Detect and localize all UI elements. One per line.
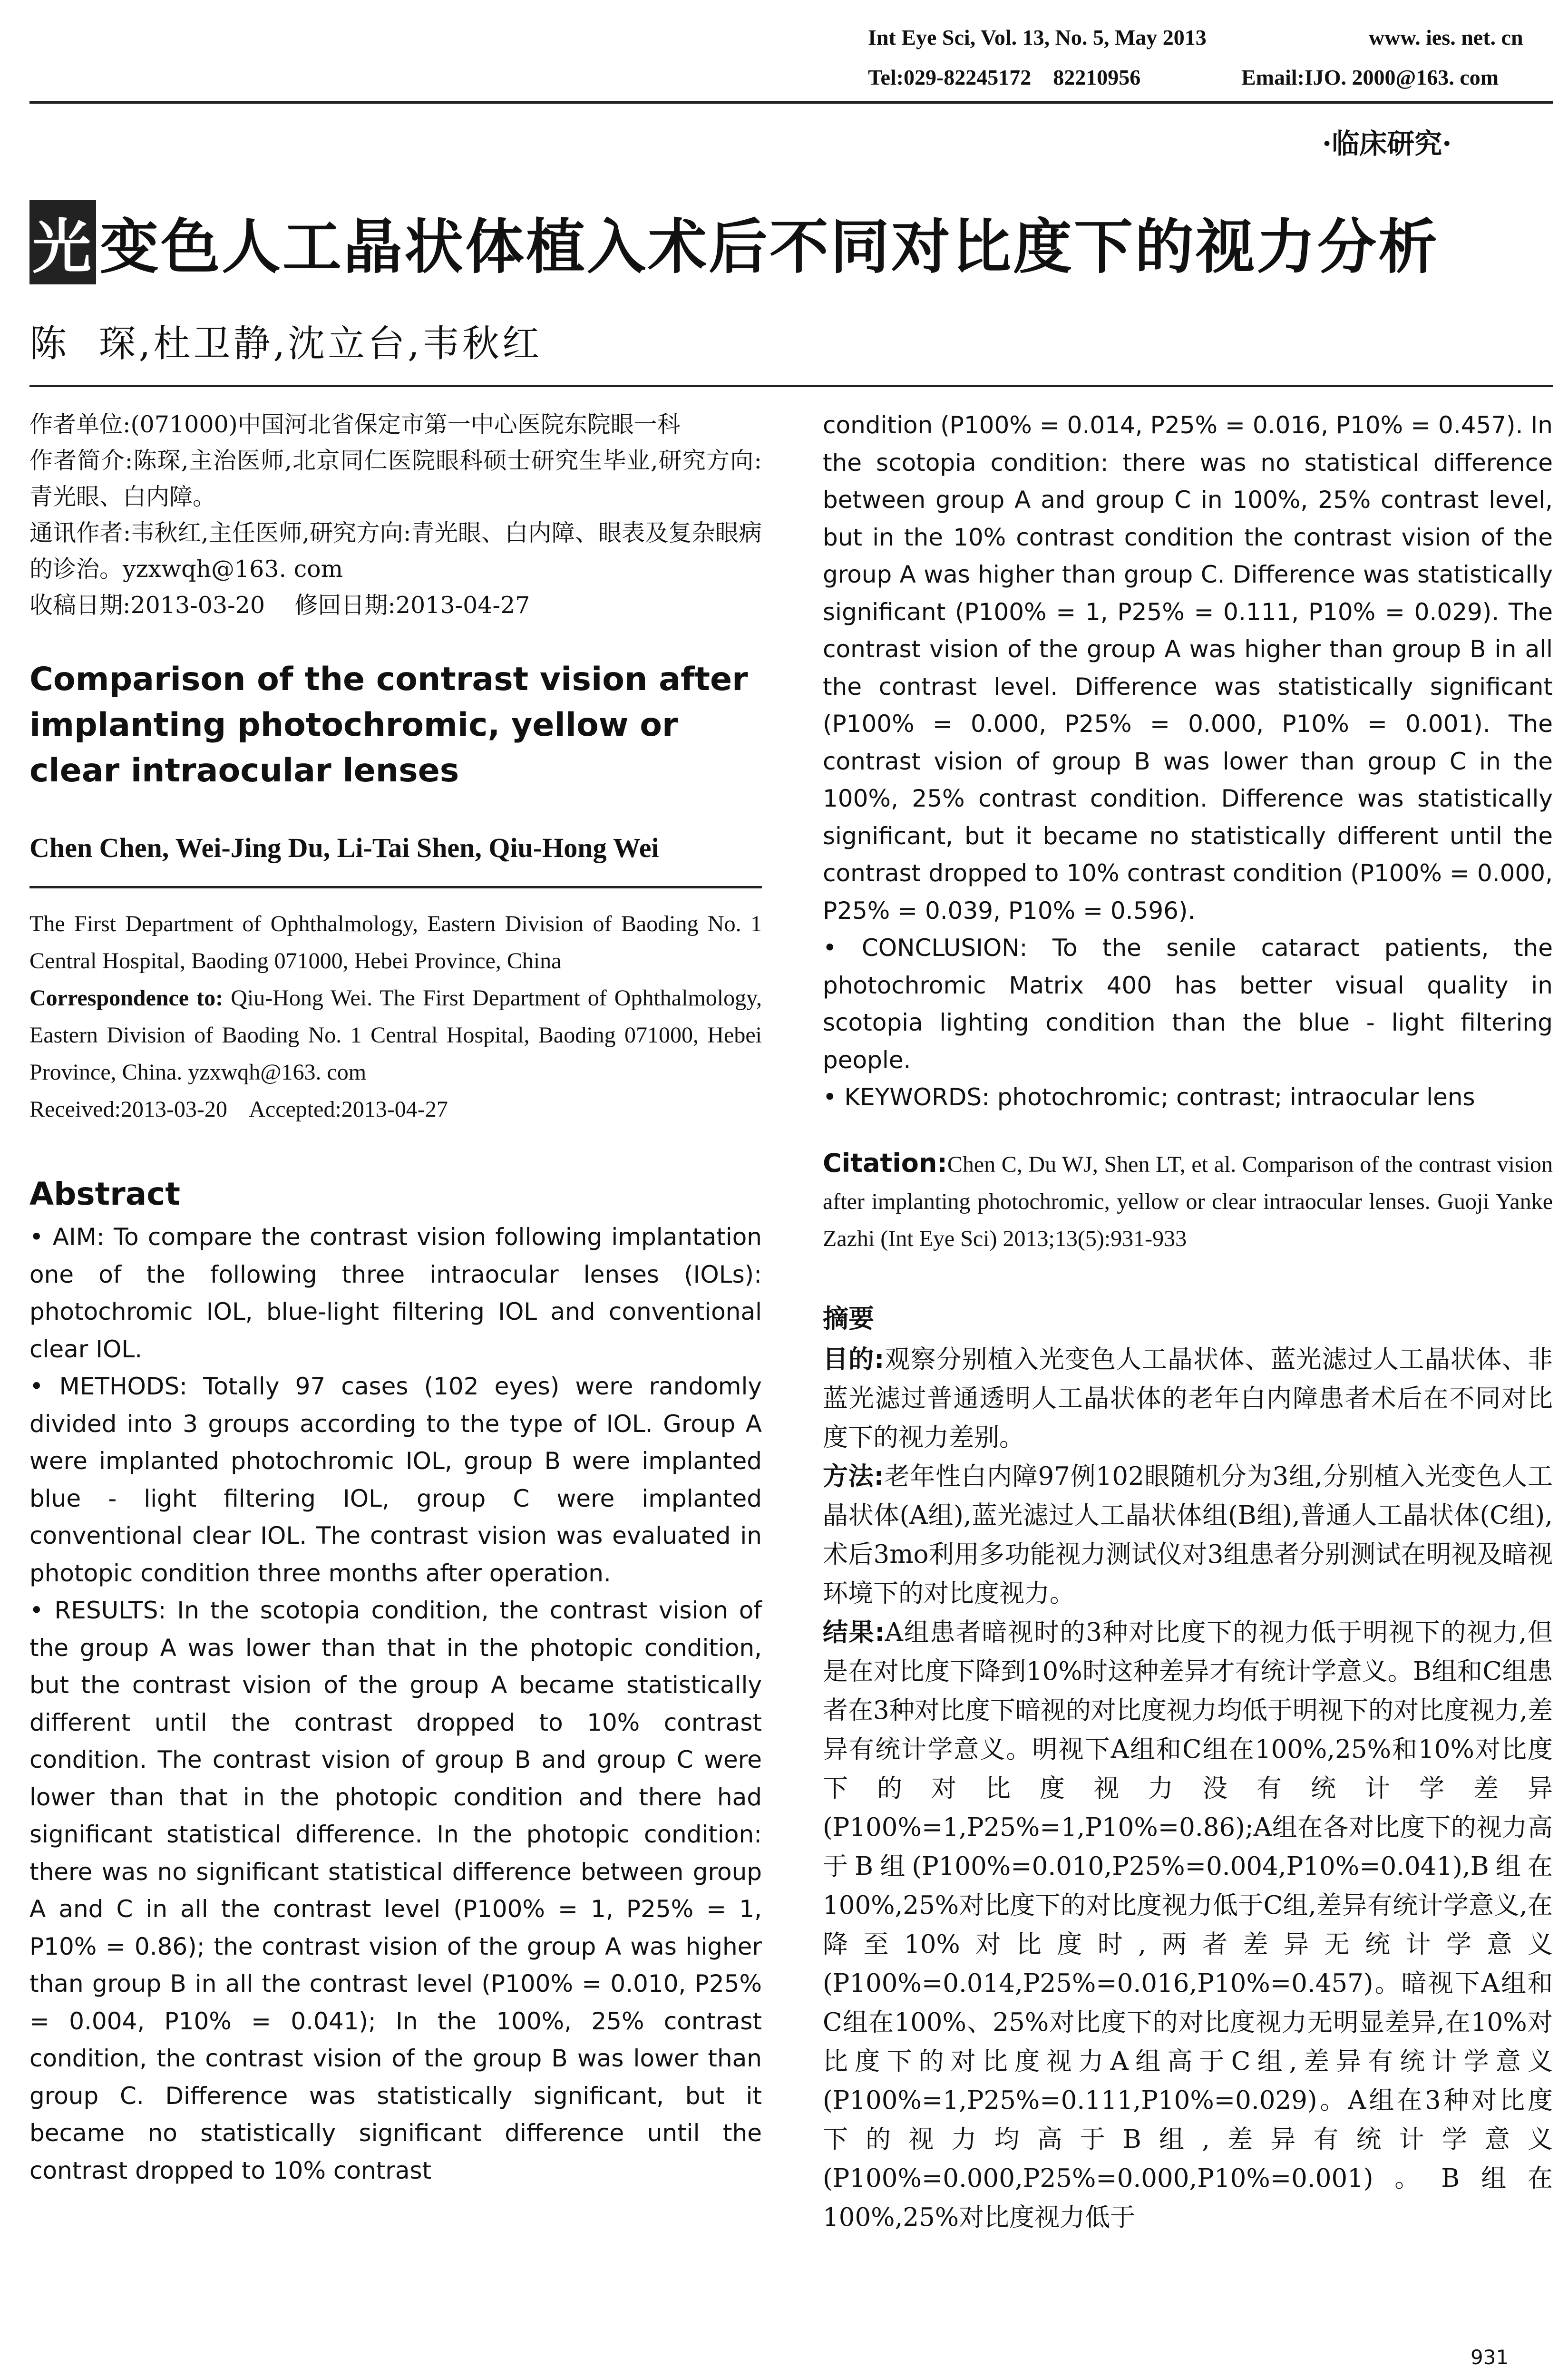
journal-tel: Tel:029-82245172 82210956 <box>868 65 1141 89</box>
correspondence <box>29 980 762 1091</box>
affiliation-en <box>29 906 762 1128</box>
page-number: 931 <box>1471 2346 1509 2369</box>
cn-results-text: A组患者暗视时的3种对比度下的视力低于明视下的视力,但是在对比度下降到10%时这种差异才有统计学意义。B组和C组患者在3种对比度下暗视的对比度视力均低于明视下的对比度视力,差异有统计学意义。明视下A组和C组在100%,25%和10%对比度下的对比度视力没有统计学差异(P100%=1,P25%=1,P10%=0.86);A组在各对比度下的视力高于B组(P100%=0.010,P25%=0.004,P10%=0.041),B组在100%,25%对比度下的对比度视力低于C组,差异有统计学意义,在降至10%对比度时,两者差异无统计学意义(P100%=0.014,P25%=0.016,P10%=0.457)。暗视下A组和C组在100%、25%对比度下的对比度视力无明显差异,在10%对比度下的对比度视力A组高于C组,差异有统计学意义(P100%=1,P25%=0.111,P10%=0.029)。A组在3种对比度下的视力均高于B组,差异有统计学意义(P100%=0.000,P25%=0.000,P10%=0.001)。B组在100%,25%对比度视力低于 <box>823 1617 1553 2232</box>
section-tag: ·临床研究· <box>1322 127 1452 160</box>
abstract-results-cont: condition (P100% = 0.014, P25% = 0.016, P10% = 0.457). In the scotopia condition: there was no statistical difference between group A and group C in 100%, 25% contrast level, but in the 10% contrast condition the contrast vision of the group A was higher than group C. Difference was statistically significant (P100% = 1, P25% = 0.111, P10% = 0.029). The contrast vision of the group A was higher than group B in all the contrast level. Difference was statistically significant (P100% = 0.000, P25% = 0.000, P10% = 0.001). The contrast vision of group B was lower than group C in the 100%, 25% contrast condition. Difference was statistically significant, but it became no statistically different until the contrast dropped to 10% contrast condition (P100% = 0.000, P25% = 0.039, P10% = 0.596). <box>823 411 1553 925</box>
cn-methods-text: 老年性白内障97例102眼随机分为3组,分别植入光变色人工晶状体(A组),蓝光滤过人工晶状体组(B组),普通人工晶状体(C组),术后3mo利用多功能视力测试仪对3组患者分别测试在明视及暗视环境下的对比度视力。 <box>823 1461 1553 1608</box>
abstract-heading: Abstract <box>29 1176 180 1212</box>
citation-text: Chen C, Du WJ, Shen LT, et al. Comparison of the contrast vision after implanting photochromic, yellow or clear intraocular lenses. Guoji Yanke Zazhi (Int Eye Sci) 2013;13(5):931-933 <box>823 1151 1553 1251</box>
cn-abstract-heading: 摘要 <box>823 1303 874 1334</box>
abstract-conclusion: • CONCLUSION: To the senile cataract patients, the photochromic Matrix 400 has better visual quality in scotopia lighting condition than the blue - light filtering people. <box>823 934 1553 1074</box>
cn-methods-label: 方法: <box>823 1461 884 1491</box>
cn-info-correspondence: 通讯作者:韦秋红,主任医师,研究方向:青光眼、白内障、眼表及复杂眼病的诊治。yzxwqh@163. com <box>29 519 762 583</box>
title-cn-first-char: 光 <box>29 200 96 284</box>
journal-email: Email:IJO. 2000@163. com <box>1241 65 1499 89</box>
title-rule <box>29 385 1553 387</box>
cn-info-bio: 作者简介:陈琛,主治医师,北京同仁医院眼科硕士研究生毕业,研究方向:青光眼、白内障。 <box>29 447 762 510</box>
cn-abstract <box>823 1340 1553 2237</box>
right-column <box>823 407 1553 2237</box>
cn-info-unit: 作者单位:(071000)中国河北省保定市第一中心医院东院眼一科 <box>29 411 681 438</box>
abstract-methods: • METHODS: Totally 97 cases (102 eyes) were randomly divided into 3 groups according to the type of IOL. Group A were implanted photochromic IOL, group B were implanted blue - light filtering IOL, group C were implanted conventional clear IOL. The contrast vision was evaluated in photopic condition three months after operation. <box>29 1373 762 1587</box>
authors-rule <box>29 886 762 888</box>
affiliation-text: The First Department of Ophthalmology, Eastern Division of Baoding No. 1 Central Hospital, Baoding 071000, Hebei Province, China <box>29 911 762 974</box>
cn-results-label: 结果: <box>823 1617 885 1647</box>
cn-info-dates: 收稿日期:2013-03-20 修回日期:2013-04-27 <box>29 592 530 619</box>
received-accepted: Received:2013-03-20 Accepted:2013-04-27 <box>29 1097 448 1122</box>
abstract-aim: • AIM: To compare the contrast vision following implantation one of the following three intraocular lenses (IOLs): photochromic IOL, blue-light filtering IOL and conventional clear IOL. <box>29 1223 762 1363</box>
header-rule <box>29 101 1553 104</box>
cn-purpose-text: 观察分别植入光变色人工晶状体、蓝光滤过人工晶状体、非蓝光滤过普通透明人工晶状体的老年白内障患者术后在不同对比度下的视力差别。 <box>823 1344 1553 1452</box>
journal-line: Int Eye Sci, Vol. 13, No. 5, May 2013 <box>868 25 1207 49</box>
authors-en: Chen Chen, Wei-Jing Du, Li-Tai Shen, Qiu-Hong Wei <box>29 832 659 863</box>
journal-website: www. ies. net. cn <box>1369 25 1523 49</box>
citation <box>823 1145 1553 1257</box>
abstract-left <box>29 1218 762 2189</box>
correspondence-label: Correspondence to: <box>29 985 224 1011</box>
correspondence-text: Qiu-Hong Wei. The First Department of Ophthalmology, Eastern Division of Baoding No. 1 Central Hospital, Baoding 071000, Hebei Province, China. yzxwqh@163. com <box>29 985 762 1085</box>
title-cn <box>29 200 1439 284</box>
abstract-results: • RESULTS: In the scotopia condition, the contrast vision of the group A was lower than that in the photopic condition, but the contrast vision of the group A became statistically different until the contrast dropped to 10% contrast condition. The contrast vision of group B and group C were lower than that in the photopic condition and there had significant statistical difference. In the photopic condition: there was no significant statistical difference between group A and C in all the contrast level (P100% = 1, P25% = 1, P10% = 0.86); the contrast vision of the group A was higher than group B in all the contrast level (P100% = 0.010, P25% = 0.004, P10% = 0.041); In the 100%, 25% contrast condition, the contrast vision of the group B was lower than group C. Difference was statistically significant, but it became no statistically significant difference until the contrast dropped to 10% contrast <box>29 1597 762 2184</box>
citation-label: Citation: <box>823 1148 947 1178</box>
cn-author-info <box>29 407 762 623</box>
authors-cn: 陈 琛,杜卫静,沈立台,韦秋红 <box>29 322 542 365</box>
cn-abstract-results <box>823 1613 1553 2237</box>
cn-abstract-purpose <box>823 1340 1553 1457</box>
abstract-keywords: • KEYWORDS: photochromic; contrast; intraocular lens <box>823 1083 1475 1111</box>
title-cn-rest: 变色人工晶状体植入术后不同对比度下的视力分析 <box>100 213 1440 282</box>
cn-purpose-label: 目的: <box>823 1344 885 1374</box>
title-en: Comparison of the contrast vision after implanting photochromic, yellow or clear intraocular lenses <box>29 661 748 789</box>
left-column <box>29 407 762 2189</box>
cn-abstract-methods <box>823 1457 1553 1613</box>
abstract-right <box>823 407 1553 1116</box>
